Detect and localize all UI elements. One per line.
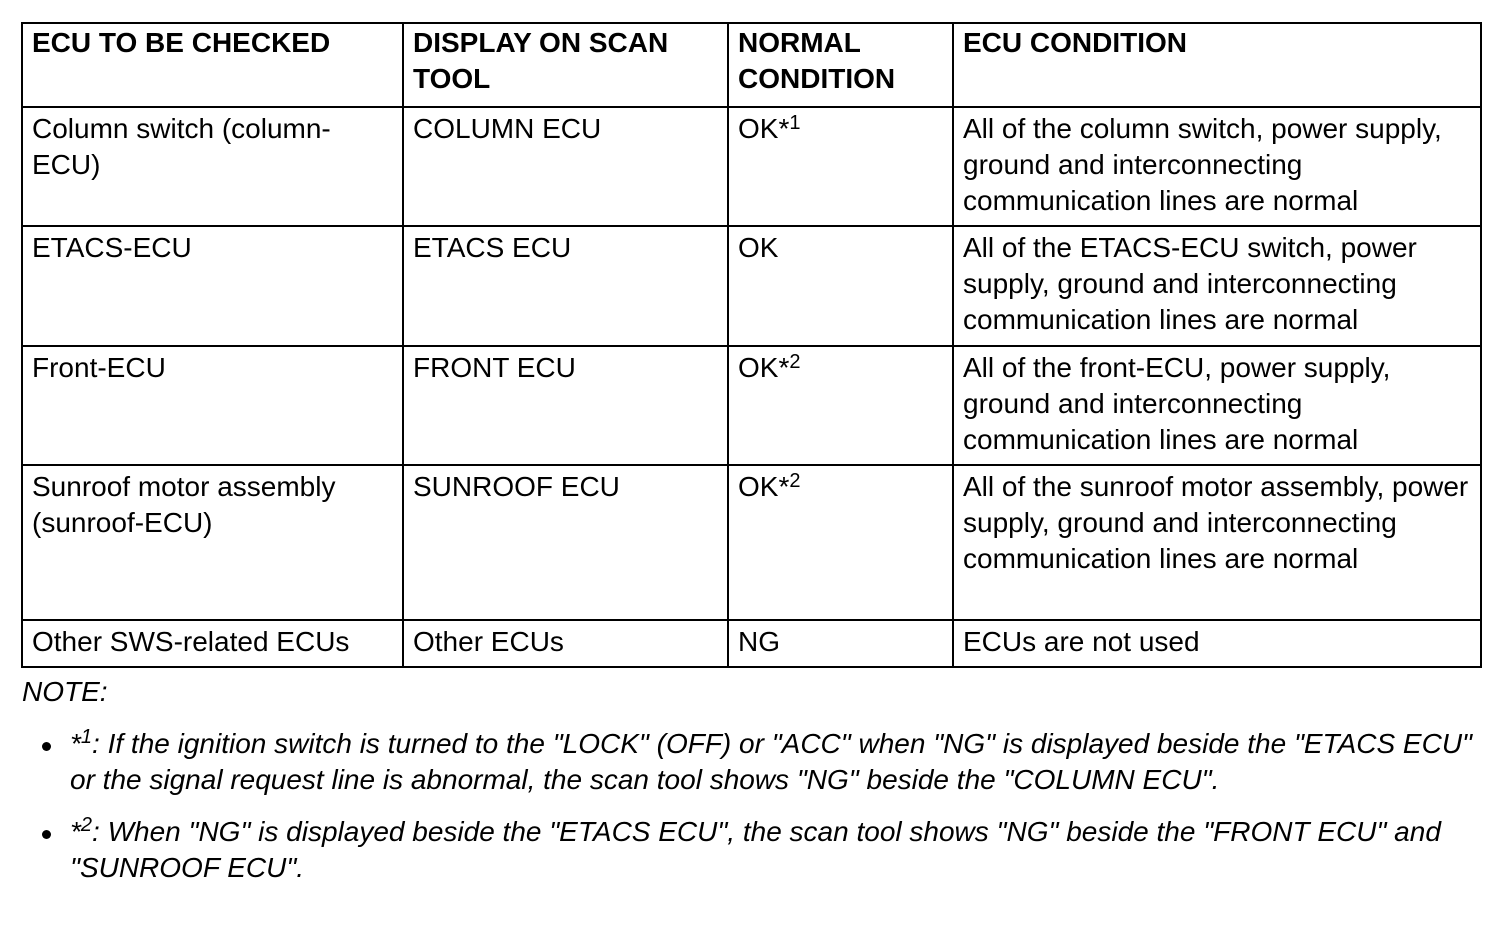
- cell-ecu-to-be-checked: Sunroof motor assembly (sunroof-ECU): [22, 465, 403, 620]
- normal-value: OK*: [738, 471, 790, 502]
- cell-normal-condition: [728, 465, 953, 620]
- cell-ecu-to-be-checked: Front-ECU: [22, 346, 403, 465]
- cell-display-on-scan-tool: Other ECUs: [403, 620, 728, 667]
- cell-ecu-condition: All of the ETACS-ECU switch, power supply, ground and interconnecting communication lines are normal: [953, 226, 1481, 346]
- note-text: : If the ignition switch is turned to the "LOCK" (OFF) or "ACC" when "NG" is displayed beside the "ETACS ECU" or the signal request line is abnormal, the scan tool shows "NG" beside the "COLUMN ECU".: [70, 728, 1472, 795]
- header-row: [22, 23, 1481, 107]
- cell-normal-condition: [728, 107, 953, 226]
- note-superscript: 2: [80, 814, 93, 836]
- cell-normal-condition: [728, 226, 953, 346]
- header-ecu-to-be-checked: ECU TO BE CHECKED: [22, 23, 403, 107]
- footnote-ref: 1: [789, 112, 801, 134]
- ecu-check-table: [21, 22, 1482, 668]
- header-normal-condition: NORMAL CONDITION: [728, 23, 953, 107]
- cell-ecu-to-be-checked: Column switch (column-ECU): [22, 107, 403, 226]
- bullet-icon: [42, 830, 51, 839]
- cell-normal-condition: [728, 346, 953, 465]
- table-row: [22, 620, 1481, 667]
- table-header: [22, 23, 1481, 107]
- note-marker: *: [70, 728, 81, 759]
- cell-ecu-to-be-checked: Other SWS-related ECUs: [22, 620, 403, 667]
- table-row: [22, 226, 1481, 346]
- note-text: : When "NG" is displayed beside the "ETACS ECU", the scan tool shows "NG" beside the "FRONT ECU" and "SUNROOF ECU".: [70, 816, 1441, 883]
- cell-ecu-condition: All of the sunroof motor assembly, power supply, ground and interconnecting communication lines are normal: [953, 465, 1481, 620]
- header-ecu-condition: ECU CONDITION: [953, 23, 1481, 107]
- header-display-on-scan-tool: DISPLAY ON SCAN TOOL: [403, 23, 728, 107]
- cell-ecu-condition: All of the front-ECU, power supply, ground and interconnecting communication lines are normal: [953, 346, 1481, 465]
- table-row: [22, 465, 1481, 620]
- cell-display-on-scan-tool: FRONT ECU: [403, 346, 728, 465]
- cell-ecu-to-be-checked: ETACS-ECU: [22, 226, 403, 346]
- cell-ecu-condition: ECUs are not used: [953, 620, 1481, 667]
- table-row: [22, 346, 1481, 465]
- cell-normal-condition: [728, 620, 953, 667]
- cell-ecu-condition: All of the column switch, power supply, ground and interconnecting communication lines are normal: [953, 107, 1481, 226]
- note-marker: *: [70, 816, 81, 847]
- notes-section: [22, 672, 1472, 902]
- table-row: [22, 107, 1481, 226]
- normal-value: OK*: [738, 352, 790, 383]
- note-superscript: 1: [80, 726, 93, 748]
- bullet-icon: [42, 742, 51, 751]
- table-body: [22, 107, 1481, 667]
- note-item: [22, 726, 1472, 798]
- note-item: [22, 814, 1472, 886]
- normal-value: OK*: [738, 113, 790, 144]
- note-title: NOTE:: [22, 676, 108, 707]
- footnote-ref: 2: [789, 351, 801, 373]
- footnote-ref: 2: [789, 470, 801, 492]
- cell-display-on-scan-tool: SUNROOF ECU: [403, 465, 728, 620]
- note-list: [22, 726, 1472, 886]
- cell-display-on-scan-tool: ETACS ECU: [403, 226, 728, 346]
- normal-value: OK: [738, 232, 779, 263]
- normal-value: NG: [738, 626, 780, 657]
- cell-display-on-scan-tool: COLUMN ECU: [403, 107, 728, 226]
